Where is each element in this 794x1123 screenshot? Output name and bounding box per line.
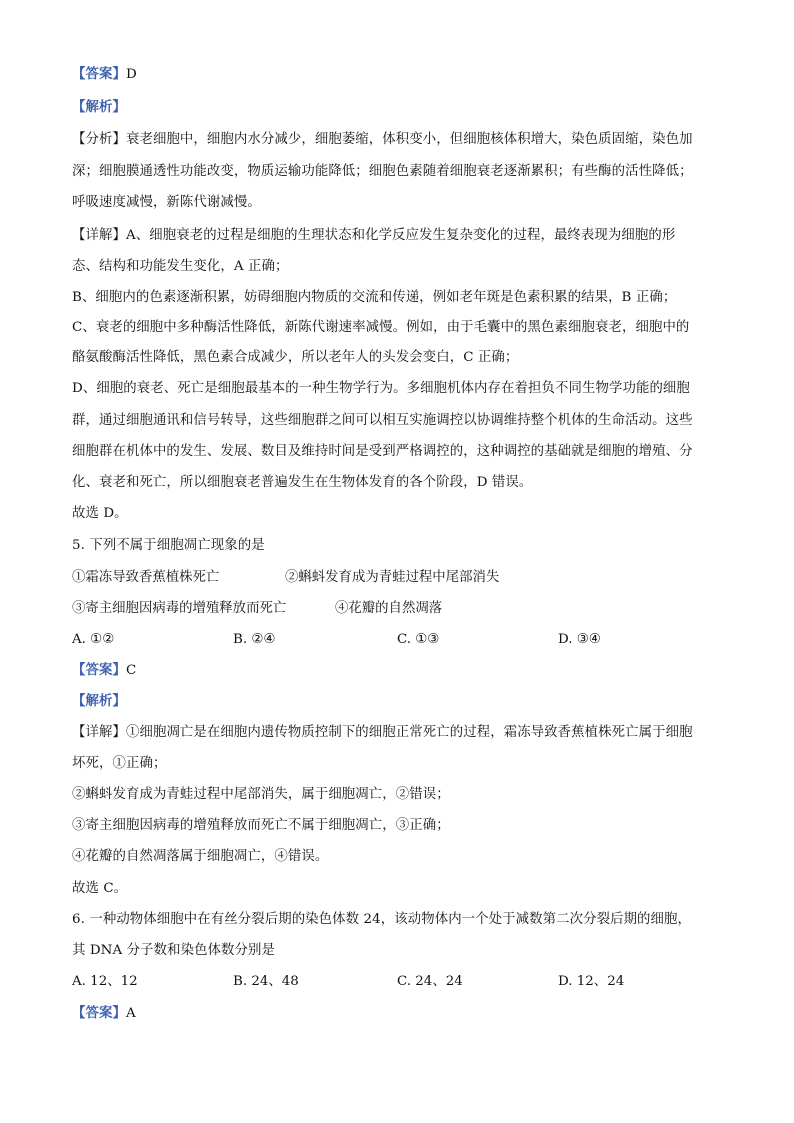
q5-item-3: ③寄主细胞因病毒的增殖释放而死亡 bbox=[72, 601, 287, 616]
q6-answer bbox=[72, 1003, 136, 1024]
q5-xiangjie-line-1 bbox=[72, 723, 693, 743]
analysis-tag: 【解析】 bbox=[72, 99, 126, 115]
q5-xiangjie-line-5: ④花瓣的自然凋落属于细胞凋亡，④错误。 bbox=[72, 849, 329, 864]
q5-option-a: A. ①② bbox=[72, 632, 115, 647]
q5-option-d: D. ③④ bbox=[558, 632, 601, 647]
xiangjie-tag: 【详解】 bbox=[72, 228, 126, 243]
q4-analysis-label bbox=[72, 97, 126, 118]
answer-tag: 【答案】 bbox=[72, 66, 126, 82]
q4-fenxi-line-2: 深；细胞膜通透性功能改变，物质运输功能降低；细胞色素随着细胞衰老逐渐累积；有些酶的活性降低； bbox=[72, 164, 693, 179]
q5-stem: 5. 下列不属于细胞凋亡现象的是 bbox=[72, 538, 265, 553]
q5-xiangjie-line-4: ③寄主细胞因病毒的增殖释放而死亡不属于细胞凋亡，③正确； bbox=[72, 818, 450, 833]
q5-item-4: ④花瓣的自然凋落 bbox=[335, 601, 443, 616]
q4-xiangjie-line-2: 态、结构和功能发生变化，A 正确； bbox=[72, 259, 289, 274]
fenxi-tag: 【分析】 bbox=[72, 132, 126, 147]
q5-xiangjie-line-2: 坏死，①正确； bbox=[72, 756, 167, 771]
q4-xiangjie-line-6: D、细胞的衰老、死亡是细胞最基本的一种生物学行为。多细胞机体内存在着担负不同生物学功能的细胞 bbox=[72, 381, 690, 396]
q4-xiangjie-line-3: B、细胞内的色素逐渐积累，妨碍细胞内物质的交流和传递，例如老年斑是色素积累的结果，B 正确； bbox=[72, 290, 677, 305]
q5-item-1: ①霜冻导致香蕉植株死亡 bbox=[72, 570, 220, 585]
q5-item-2: ②蝌蚪发育成为青蛙过程中尾部消失 bbox=[285, 570, 500, 585]
q6-option-b: B. 24、48 bbox=[233, 974, 299, 989]
q6-stem-line-1: 6. 一种动物体细胞中在有丝分裂后期的染色体数 24，该动物体内一个处于减数第二次分裂后期的细胞， bbox=[72, 912, 692, 927]
q5-xiangjie-line-3: ②蝌蚪发育成为青蛙过程中尾部消失，属于细胞凋亡，②错误； bbox=[72, 787, 450, 802]
q4-xiangjie-line-5: 酪氨酸酶活性降低，黑色素合成减少，所以老年人的头发会变白，C 正确； bbox=[72, 350, 519, 365]
q4-conclusion: 故选 D。 bbox=[72, 506, 128, 521]
q6-option-d: D. 12、24 bbox=[558, 974, 625, 989]
q6-option-a: A. 12、12 bbox=[72, 974, 138, 989]
q4-xiangjie-line-1 bbox=[72, 226, 675, 246]
q4-fenxi-line-1 bbox=[72, 130, 693, 150]
q5-option-b: B. ②④ bbox=[233, 632, 276, 647]
xiangjie-text: ①细胞凋亡是在细胞内遗传物质控制下的细胞正常死亡的过程，霜冻导致香蕉植株死亡属于细胞 bbox=[125, 725, 693, 740]
q6-option-c: C. 24、24 bbox=[397, 974, 463, 989]
xiangjie-text: A、细胞衰老的过程是细胞的生理状态和化学反应发生复杂变化的过程，最终表现为细胞的形 bbox=[125, 228, 676, 243]
q4-xiangjie-line-9: 化、衰老和死亡，所以细胞衰老普遍发生在生物体发育的各个阶段，D 错误。 bbox=[72, 475, 533, 490]
answer-value: A bbox=[125, 1006, 136, 1021]
q5-option-c: C. ①③ bbox=[397, 632, 440, 647]
q5-answer bbox=[72, 660, 136, 681]
q4-xiangjie-line-7: 群，通过细胞通讯和信号转导，这些细胞群之间可以相互实施调控以协调维持整个机体的生命活动。这些 bbox=[72, 413, 693, 428]
answer-tag: 【答案】 bbox=[72, 1005, 126, 1021]
q4-answer bbox=[72, 64, 137, 85]
q6-stem-line-2: 其 DNA 分子数和染色体数分别是 bbox=[72, 943, 276, 958]
answer-value: C bbox=[125, 663, 137, 678]
answer-value: D bbox=[125, 67, 137, 82]
analysis-tag: 【解析】 bbox=[72, 693, 126, 709]
q4-xiangjie-line-4: C、衰老的细胞中多种酶活性降低，新陈代谢速率减慢。例如，由于毛囊中的黑色素细胞衰老，细胞中的 bbox=[72, 320, 690, 335]
q5-analysis-label bbox=[72, 691, 126, 712]
xiangjie-tag: 【详解】 bbox=[72, 725, 126, 740]
q4-xiangjie-line-8: 细胞群在机体中的发生、发展、数目及维持时间是受到严格调控的，这种调控的基础就是细胞的增殖、分 bbox=[72, 444, 693, 459]
q4-fenxi-line-3: 呼吸速度减慢，新陈代谢减慢。 bbox=[72, 195, 261, 210]
fenxi-text: 衰老细胞中，细胞内水分减少，细胞萎缩，体积变小，但细胞核体积增大，染色质固缩，染色加 bbox=[125, 132, 693, 147]
q5-conclusion: 故选 C。 bbox=[72, 881, 128, 896]
answer-tag: 【答案】 bbox=[72, 662, 126, 678]
